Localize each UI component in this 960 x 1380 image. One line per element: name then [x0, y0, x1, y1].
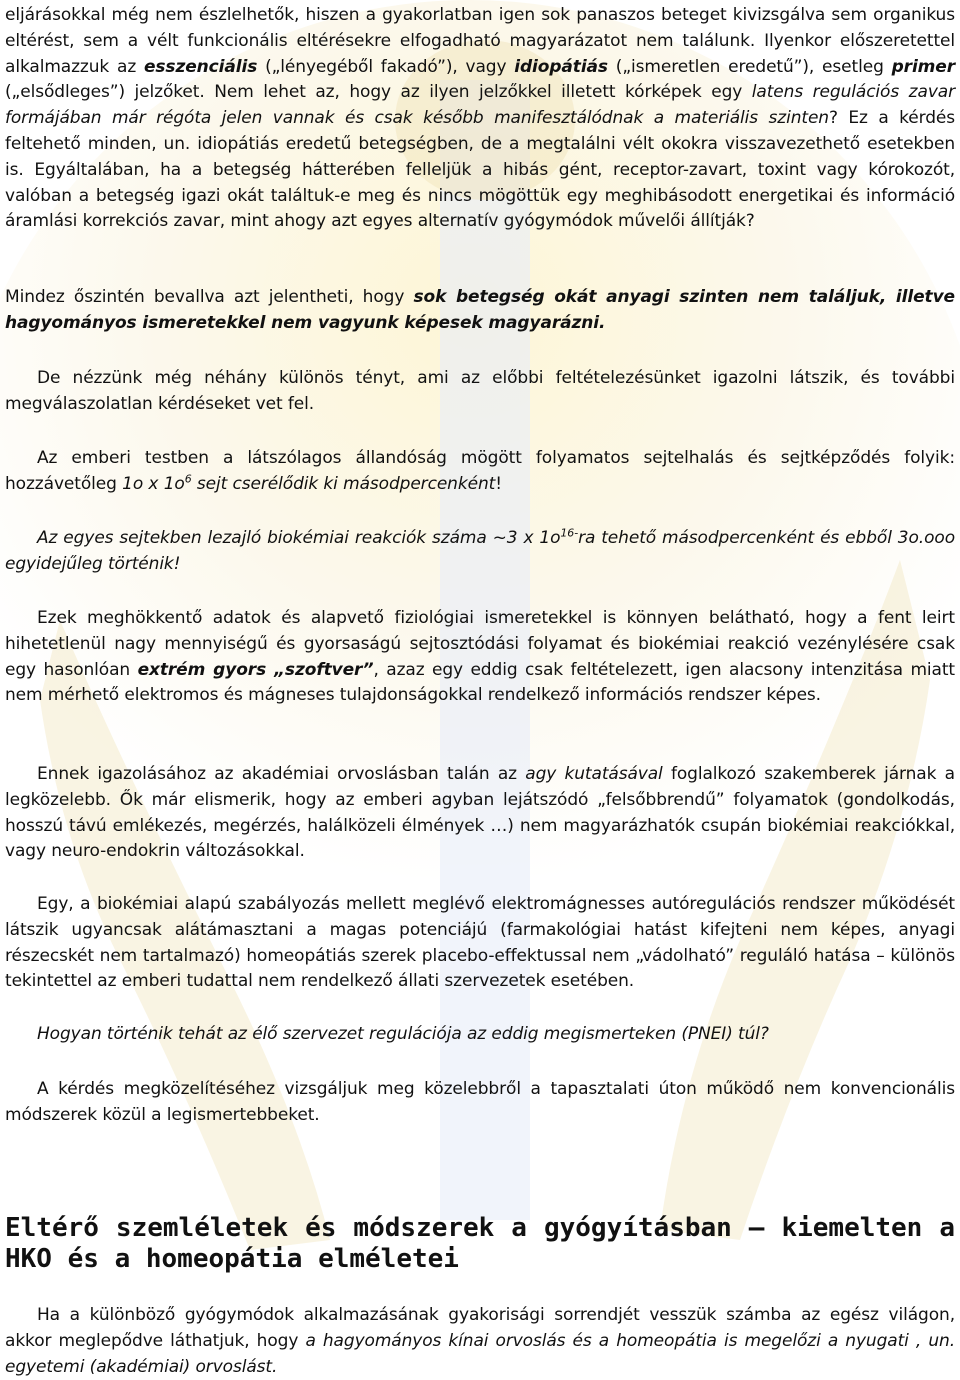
paragraph-7: Ennek igazolásához az akadémiai orvoslásban talán az agy kutatásával foglalkozó szakemberek járnak a legközelebb. Ők már elismerik, hogy az emberi agyban lejátszódó „felsőbbrendű” folyamatok (gondolkodás, hosszú távú emlékezés, megérzés, halálközeli élmények …) nem magyarázhatók csupán biokémiai reakciókkal, vagy neuro-endokrin változásokkal.	[5, 764, 955, 862]
section-heading: Eltérő szemléletek és módszerek a gyógyításban – kiemelten a HKO és a homeopátia elméletei	[5, 1213, 955, 1274]
paragraph-5: Az egyes sejtekben lezajló biokémiai reakciók száma ~3 x $1o^{16-}ra$ tehető másodpercenként és ebből 3o.ooo egyidejűleg történik!	[5, 526, 955, 574]
paragraph-2: Mindez őszintén bevallva azt jelentheti, hogy sok betegség okát anyagi szinten nem találjuk, illetve hagyományos ismeretekkel nem vagyunk képesek magyarázni.	[5, 287, 955, 333]
paragraph-11: Ha a különböző gyógymódok alkalmazásának gyakorisági sorrendjét vesszük számba az egész világon, akkor meglepődve láthatjuk, hogy a hagyományos kínai orvoslás és a homeopátia is megelőzi a nyugati , un. egyetemi (akadémiai) orvoslást.	[5, 1305, 956, 1377]
paragraph-4: Az emberi testben a látszólagos állandóság mögött folyamatos sejtelhalás és sejtképződés folyik: hozzávetőleg 1o x $1o^6$ sejt cserélődik ki másodpercenként!	[5, 448, 955, 494]
paragraph-10: A kérdés megközelítéséhez vizsgáljuk meg közelebbről a tapasztalati úton működő nem konvencionális módszerek közül a legismertebbeket.	[5, 1079, 955, 1125]
paragraph-1: eljárásokkal még nem észlelhetők, hiszen a gyakorlatban igen sok panaszos beteget kivizsgálva sem organikus eltérést, sem a vélt funkcionális eltérésekre elfogadható magyarázatot nem találunk. Ilyenkor előszeretettel alkalmazzuk az esszenciális („lényegéből fakadó”), vagy idiopátiás („ismeretlen eredetű”), esetleg primer („elsődleges”) jelzőket. Nem lehet az, hogy az ilyen jelzőkkel illetett kórképek egy latens regulációs zavar formájában már régóta jelen vannak és csak később manifesztálódnak a materiális szinten? Ez a kérdés feltehető minden, un. idiopátiás eredetű betegségben, de a megtalálni vélt okokra visszavezethető esetekben is. Egyáltalában, ha a betegség hátterében felleljük a hibás gént, receptor-zavart, toxint vagy kórokozót, valóban a betegség igazi okát találtuk-e meg és nincs mögöttük egy meghibásodott energetikai és információ áramlási korrekciós zavar, mint ahogy azt egyes alternatív gyógymódok művelői állítják?	[5, 5, 956, 232]
paragraph-3: De nézzünk még néhány különös tényt, ami az előbbi feltételezésünket igazolni látszik, és további megválaszolatlan kérdéseket vet fel.	[5, 368, 955, 414]
paragraph-8: Egy, a biokémiai alapú szabályozás mellett meglévő elektromágnesses autóregulációs rendszer működését látszik ugyancsak alátámasztani a magas potenciájú (farmakológiai hatást kifejteni nem képes, anyagi részecskét nem tartalmazó) homeopátiás szerek placebo-effektussal nem „vádolható” reguláló hatása – különös tekintettel az emberi tudattal nem rendelkező állati szervezetek esetében.	[5, 894, 955, 992]
paragraph-6: Ezek meghökkentő adatok és alapvető fiziológiai ismeretekkel is könnyen belátható, hogy a fent leirt hihetetlenül nagy mennyiségű és gyorsaságú sejtosztódási folyamat és biokémiai reakció vezénylésére csak egy hasonlóan extrém gyors „szoftver”, azaz egy eddig csak feltételezett, igen alacsony intenzitása miatt nem mérhető elektromos és mágneses tulajdonságokkal rendelkező információs rendszer képes.	[5, 608, 955, 706]
paragraph-9: Hogyan történik tehát az élő szervezet regulációja az eddig megismerteken (PNEI) túl?	[37, 1024, 769, 1044]
